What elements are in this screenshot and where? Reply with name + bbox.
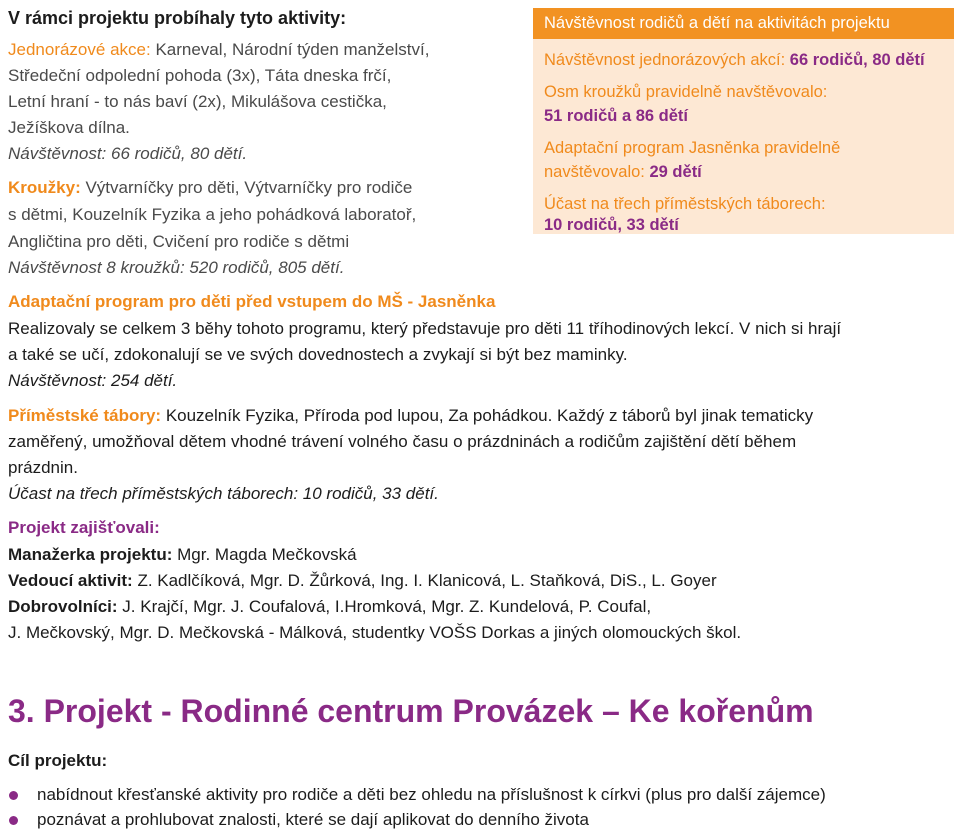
- camps-line-1: [8, 403, 813, 430]
- bullet-dot-icon: [9, 791, 18, 800]
- adaptation-line-1: Realizovaly se celkem 3 běhy tohoto programu, který představuje pro děti 11 tříhodinových lekcí. V nich si hrají: [8, 319, 842, 338]
- box-adapt-text-2: navštěvovalo:: [544, 163, 645, 181]
- box-one-time-value: 66 rodičů, 80 dětí: [789, 51, 925, 69]
- bullet-dot-icon: [9, 816, 18, 825]
- project3-heading: 3. Projekt - Rodinné centrum Provázek – Ke kořenům: [8, 693, 814, 729]
- manager-value: Mgr. Magda Mečkovská: [177, 545, 357, 564]
- goal-heading: Cíl projektu:: [8, 751, 108, 770]
- box-one-time-text: Návštěvnost jednorázových akcí:: [544, 51, 786, 69]
- box-clubs-value-text: 51 rodičů a 86 dětí: [544, 107, 688, 125]
- clubs-attendance: Návštěvnost 8 kroužků: 520 rodičů, 805 dětí.: [8, 258, 345, 277]
- one-time-line-1: [8, 37, 429, 64]
- camps-attendance: Účast na třech příměstských táborech: 10 rodičů, 33 dětí.: [8, 484, 439, 503]
- camps-text-1: Kouzelník Fyzika, Příroda pod lupou, Za pohádkou. Každý z táborů byl jinak tematicky: [165, 406, 814, 425]
- leaders-value: Z. Kadlčíková, Mgr. D. Žůrková, Ing. I. Klanicová, L. Staňková, DiS., L. Goyer: [137, 571, 717, 590]
- one-time-attendance: Návštěvnost: 66 rodičů, 80 dětí.: [8, 144, 248, 163]
- one-time-line-4: Ježíškova dílna.: [8, 118, 130, 137]
- box-adapt-value: 29 dětí: [649, 163, 702, 181]
- camps-line-2: zaměřený, umožňoval dětem vhodné trávení volného času o prázdninách a rodičům zajištění dětí během: [8, 432, 797, 451]
- box-camps-value-text: 10 rodičů, 33 dětí: [544, 216, 679, 234]
- clubs-line-2: s dětmi, Kouzelník Fyzika a jeho pohádková laboratoř,: [8, 205, 417, 224]
- box-adapt-text: Adaptační program Jasněnka pravidelně: [544, 139, 841, 157]
- activities-heading: V rámci projektu probíhaly tyto aktivity:: [8, 8, 347, 28]
- staff-manager: [8, 542, 357, 569]
- manager-label: Manažerka projektu:: [8, 545, 173, 564]
- leaders-label: Vedoucí aktivit:: [8, 571, 133, 590]
- box-clubs-value: [544, 104, 688, 128]
- volunteers-value: J. Krajčí, Mgr. J. Coufalová, I.Hromková, Mgr. Z. Kundelová, P. Coufal,: [122, 597, 652, 616]
- one-time-line-2: Středeční odpolední pohoda (3x), Táta dneska frčí,: [8, 66, 392, 85]
- one-time-label: Jednorázové akce:: [8, 40, 151, 59]
- staff-volunteers: [8, 594, 651, 621]
- box-adapt-line-2: [544, 160, 702, 184]
- camps-label: Příměstské tábory:: [8, 406, 162, 425]
- one-time-text-1: Karneval, Národní týden manželství,: [155, 40, 430, 59]
- box-one-time: [544, 48, 925, 72]
- clubs-text-1: Výtvarníčky pro děti, Výtvarníčky pro rodiče: [85, 178, 413, 197]
- staff-volunteers-line-2: J. Mečkovský, Mgr. D. Mečkovská - Málková, studentky VOŠS Dorkas a jiných olomouckých škol.: [8, 623, 742, 642]
- clubs-line-1: [8, 175, 412, 202]
- adaptation-line-2: a také se učí, zdokonalují se ve svých dovednostech a zvykají si být bez maminky.: [8, 345, 628, 364]
- staff-heading: Projekt zajišťovali:: [8, 518, 160, 537]
- one-time-line-3: Letní hraní - to nás baví (2x), Mikulášova cestička,: [8, 92, 387, 111]
- goal-item-1: nabídnout křesťanské aktivity pro rodiče a děti bez ohledu na příslušnost k církvi (plus pro další zájemce): [37, 785, 826, 804]
- box-clubs-text: Osm kroužků pravidelně navštěvovalo:: [544, 83, 828, 101]
- goal-item-2: poznávat a prohlubovat znalosti, které se dají aplikovat do denního života: [37, 810, 589, 829]
- attendance-box-title: Návštěvnost rodičů a dětí na aktivitách projektu: [533, 8, 954, 39]
- box-camps-text: Účast na třech příměstských táborech:: [544, 195, 826, 213]
- adaptation-heading: Adaptační program pro děti před vstupem do MŠ - Jasněnka: [8, 292, 496, 311]
- attendance-box: [533, 8, 954, 234]
- volunteers-label: Dobrovolníci:: [8, 597, 118, 616]
- staff-leaders: [8, 568, 717, 595]
- clubs-line-3: Angličtina pro děti, Cvičení pro rodiče s dětmi: [8, 232, 350, 251]
- adaptation-attendance: Návštěvnost: 254 dětí.: [8, 371, 178, 390]
- clubs-label: Kroužky:: [8, 178, 81, 197]
- camps-line-3: prázdnin.: [8, 458, 78, 477]
- box-camps-value: [544, 216, 679, 234]
